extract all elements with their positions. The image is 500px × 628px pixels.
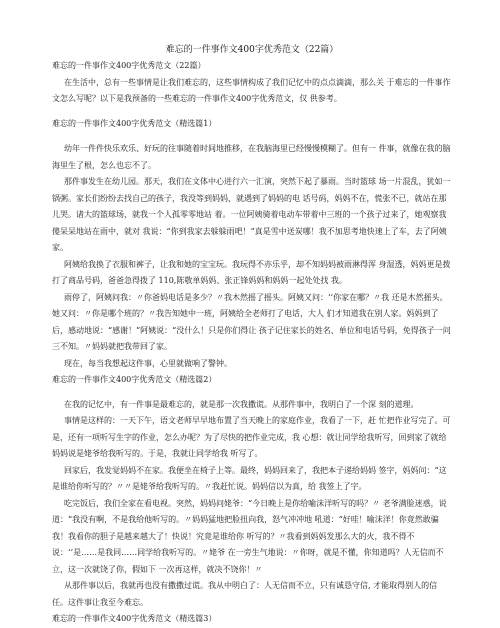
paragraph: 回家后，我发觉妈妈不在家。我便坐在椅子上等。最终，妈妈回来了，我把本子递给妈妈 签字，妈妈问：“这是谁给你听写的？〃〃是姥爷给我听写的。〃我赶忙说。妈妈信以为真，给 我签上了字。 xyxy=(52,465,447,491)
paragraph: 从那件事以后，我就再也没有撒撒过谎。我从中明白了：人无信而不立，只有诚恳守信, 才能取得别人的信任。这件事让我至今难忘。 xyxy=(52,581,438,607)
paragraph: 阿姨给我换了衣服和裤子，让我和她的宝宝玩。我玩得不亦乐乎，却不知妈妈被雨淋得浑 身湿透，妈妈更是拨打了商品号码，爸爸急得拨了 110,陈敬单妈妈、张正锋妈妈和妈妈一起处处找 我。 xyxy=(52,259,451,285)
paragraph: 那件事发生在幼儿园。那天，我们在文体中心进行六一汇演，突然下起了暴雨。当时篮球 场一片混乱，犹如一锅粥。家长们纷纷去找自己的孩子，我没等到妈妈，就遇到了妈妈的电 话号码，妈妈不在，慌张不已，就站在那儿哭。诸大的篮球场，就我一个人孤零零地站 着。一位阿姨骑着电动车带着中三班的一个孩子过来了，她观察我傻呆呆地站在雨中，就对 我说：“你到我家去躲躲雨吧！”真是雪中送炭哪！我不加思考地快速上了车，去了阿姨家。 xyxy=(52,177,451,252)
paragraph: 在我的记忆中，有一件事是最难忘的，就是那一次我撒谎。从那件事中，我明白了一个深 刻的道理。 xyxy=(64,399,419,409)
intro-paragraph: 在生活中，总有一些事情是让我们难忘的，这些事情构成了我们记忆中的点点滴滴，那么关 于难忘的一件事作文怎么写呢？以下是我预备的一些难忘的一件事作文400字优秀范文，仅 供参考。 xyxy=(52,77,451,103)
paragraph: 幼年一件件快乐欢乐、好玩的往事随着时间地推移，在我脑海里已经慢慢模糊了。但有一 件事，就像在我的脑海里生了根，怎么也忘不了。 xyxy=(52,144,451,170)
section-heading-2: 难忘的一件事作文400字优秀范文（精选篇2） xyxy=(52,375,217,384)
document-title: 难忘的一件事作文400字优秀范文（22篇） xyxy=(165,45,339,55)
paragraph: 现在，每当我想起这件事，心里就做响了警钟。 xyxy=(64,358,232,368)
section-heading-3: 难忘的一件事作文400字优秀范文（精选篇3） xyxy=(52,614,217,623)
paragraph: 事情是这样的：一天下午，语文老师早早地布置了当天晚上的家庭作业，我看了一下，赶 忙把作业写完了。可是，还有一项听写生字的作业，怎么办呢？为了尽快的把作业完成，我 心想：就让同学给我听写，回到家了就给妈妈说是姥爷给我听写的。于是，我就让同学给我 听写了。 xyxy=(52,416,451,458)
document-subtitle: 难忘的一件事作文400字优秀范文（22篇） xyxy=(52,61,206,70)
paragraph: 雨停了，阿姨问我：〃你爸妈电话是多少？〃我木然摇了摇头。阿姨又问：‘‘你家在哪？〃我 还是木然摇头。她又问：〃你是哪个班的？〃我告知她中一班，阿姨给全老师打了电话，大人 们才知道我在别人家。妈妈到了后，感动地说：“感谢！”阿姨说：“没什么！只是你们得让 孩子记住家长的姓名、单位和电话号码，免得孩子一问三不知。〃妈妈就把我带回了家。 xyxy=(52,292,451,351)
paragraph: 吃完饭后，我们全家在看电视。突然，妈妈问姥爷：“今日晚上是你给喻沫洋听写的吗？〃 老爷满脸迷惑，说道：“我没有啊，不是我给他听写的。〃妈妈猛地把脸扭向我，怒气冲冲地 吼道：“好哇！喻沫洋！你竟然敢骗我！我看你的胆子是越来越大了！快说！究竟是谁给你 听写的？〃我看到妈妈发那么大的火，我不得不说：‘‘是……是我同……同学给我听写的。〃姥爷 在一旁生气地说：〃你呀，就是不懂，你知道吗？人无信而不立，这一次就饶了你，假如下 一次再这样，就决不饶你！〃 xyxy=(52,498,447,574)
section-heading-1: 难忘的一件事作文400字优秀范文（精选篇1） xyxy=(52,118,217,128)
